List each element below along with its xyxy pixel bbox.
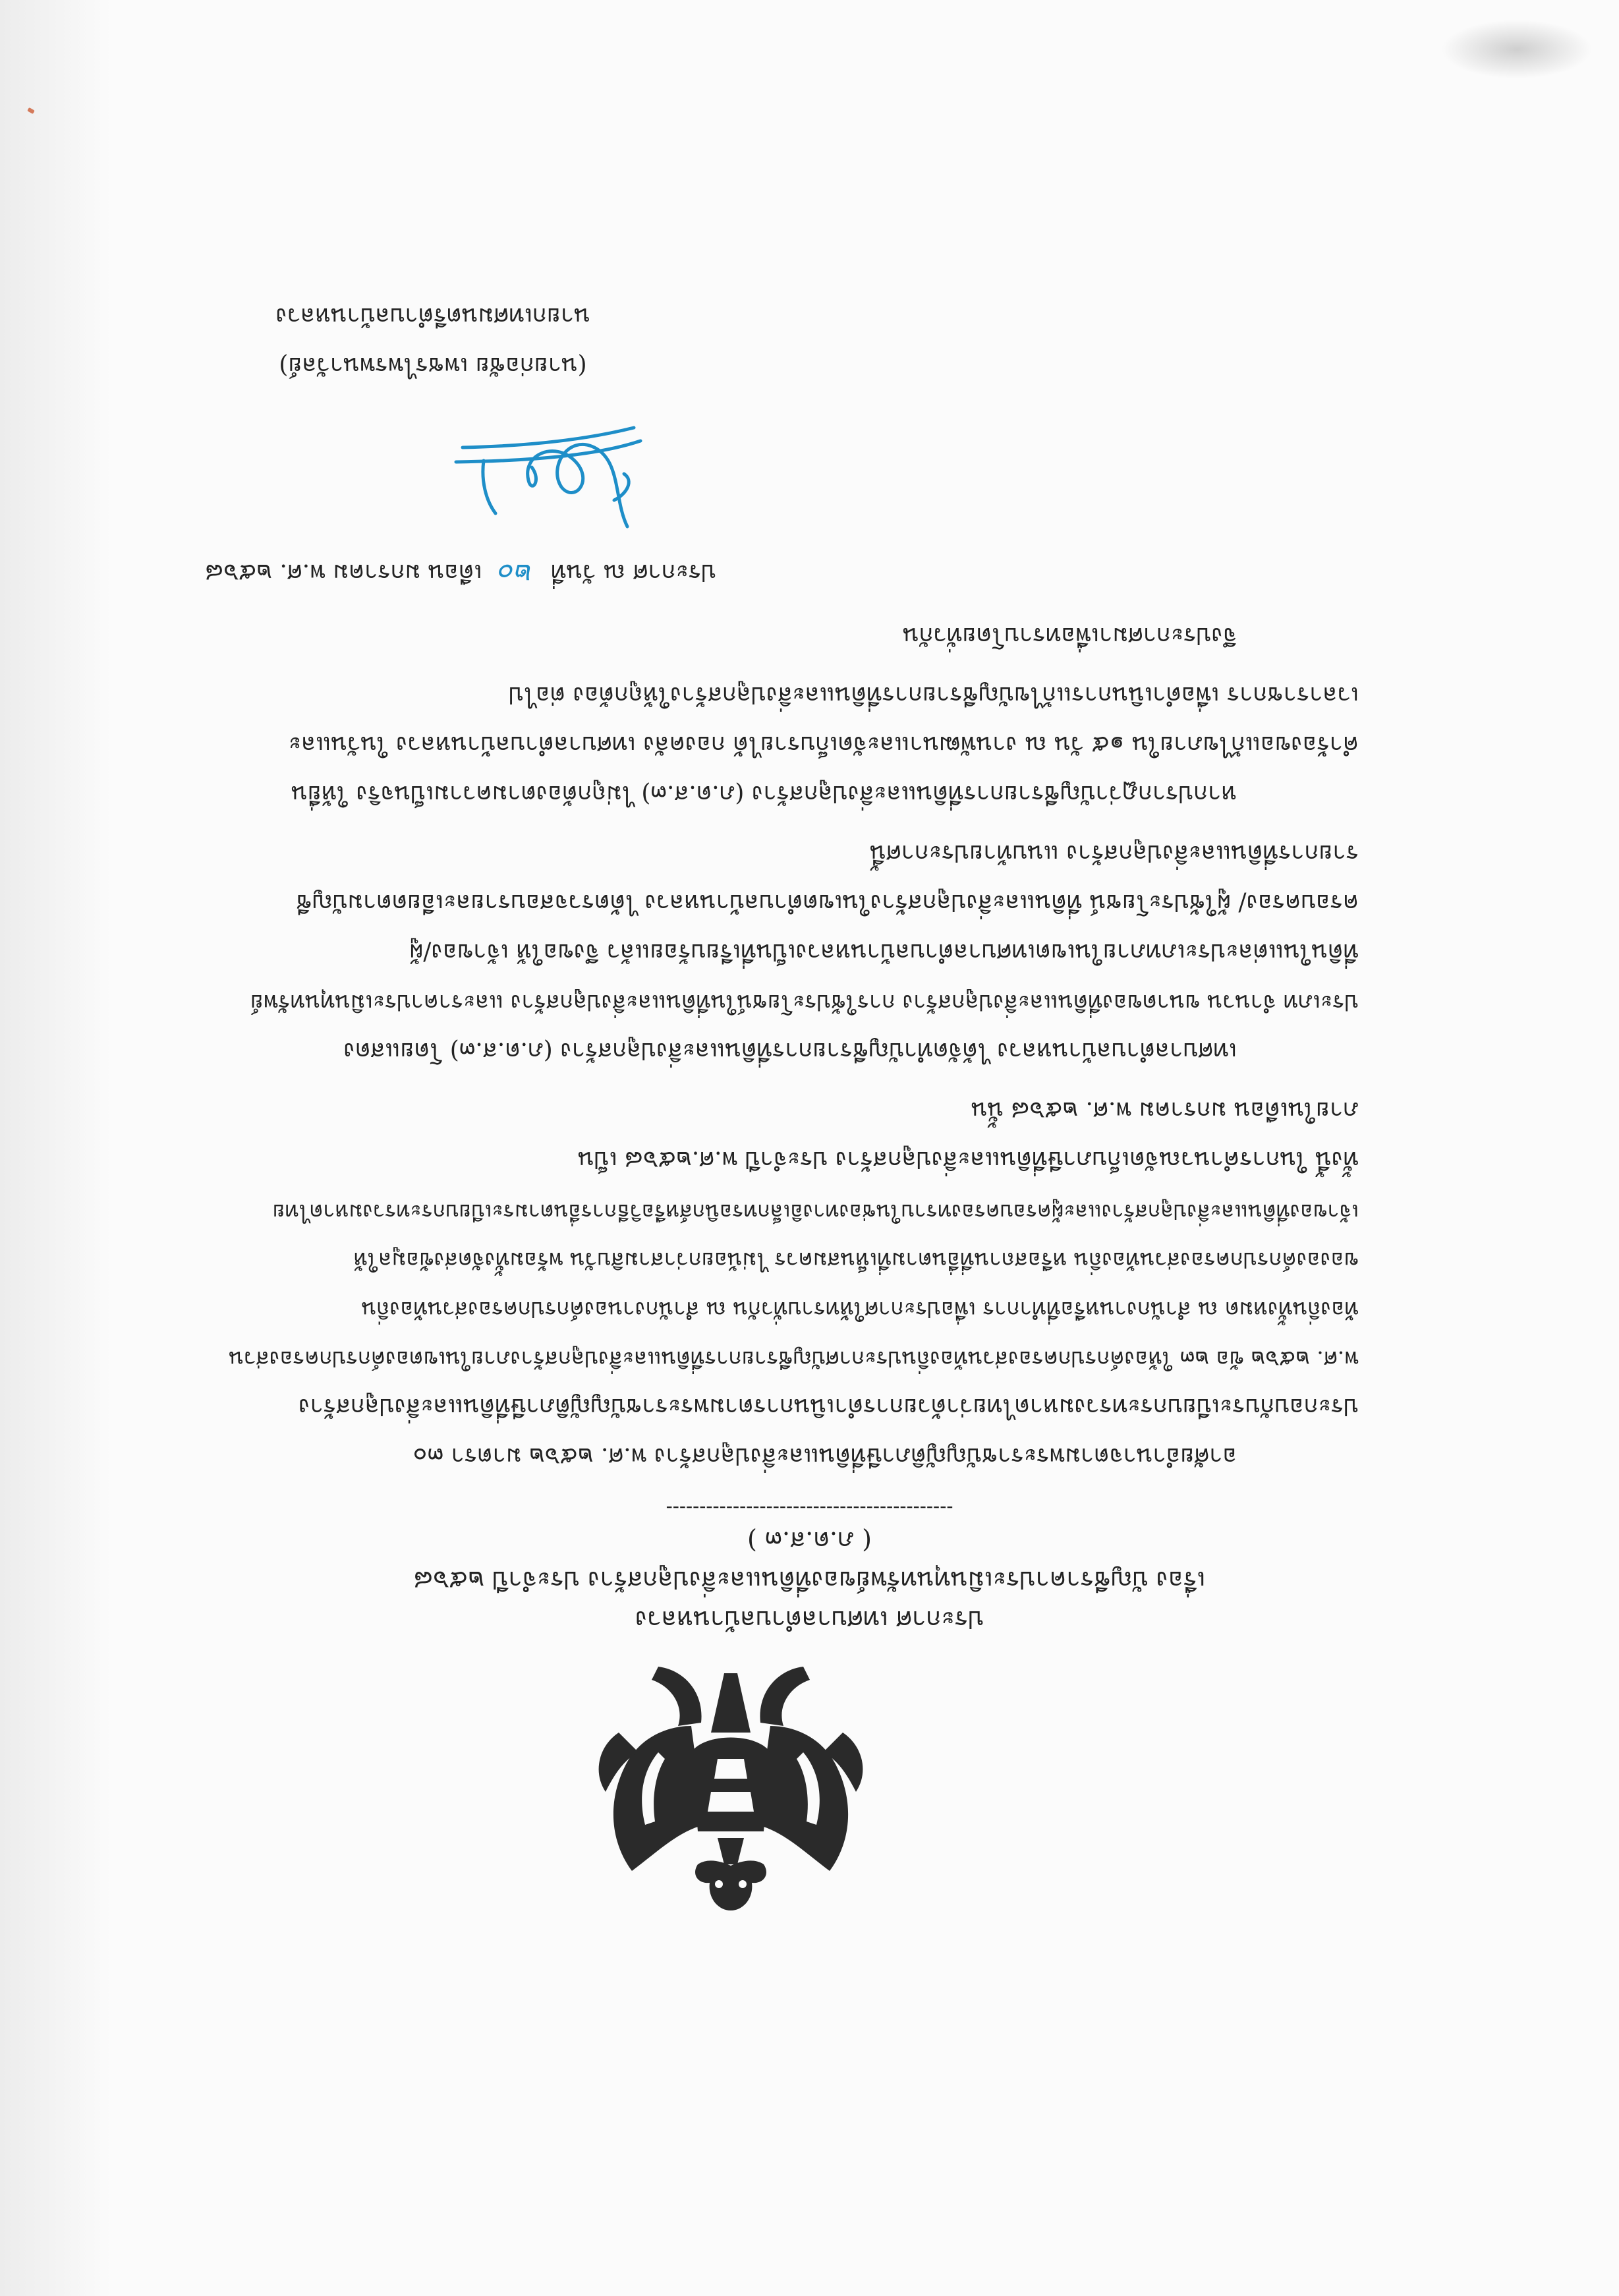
paragraph-line: ประกอบกับระเบียบกระทรวงมหาดไทยว่าด้วยการดำเนินการตามพระราชบัญญัติภาษีที่ดินและสิ่งปลูกสร้าง xyxy=(298,1393,1359,1420)
paragraph-line: ประเภท จำนวน ขนาดของที่ดินและสิ่งปลูกสร้าง การใช้ประโยชน์ในที่ดินและสิ่งปลูกสร้าง และราคาประเมินทุนทรัพย์ xyxy=(250,989,1359,1016)
date-suffix: เดือน มกราคม พ.ศ. ๒๕๖๘ xyxy=(205,559,482,586)
handwritten-signature xyxy=(443,408,654,540)
paragraph-line: ภายในเดือน มกราคม พ.ศ. ๒๕๖๘ นั้น xyxy=(971,1097,1359,1124)
header-subject: เรื่อง บัญชีราคาประเมินทุนทรัพย์ของที่ดินและสิ่งปลูกสร้าง ประจำปี ๒๕๖๘ xyxy=(413,1566,1206,1595)
paragraph-line: อาศัยอำนาจตามพระราชบัญญัติภาษีที่ดินและสิ่งปลูกสร้าง พ.ศ. ๒๕๖๒ มาตรา ๓๐ xyxy=(412,1443,1237,1470)
paragraph-line: คำร้องขอแก้ไขภายใน ๑๕ วัน ณ งานพัฒนาและจัดเก็บรายได้ กองคลัง เทศบาลตำบลบ้านหลวง ในวันและ xyxy=(288,731,1359,758)
paragraph-line: เทศบาลตำบลบ้านหลวง ได้จัดทำบัญชีรายการที่ดินและสิ่งปลูกสร้าง (ภ.ด.ส.๓) โดยแสดง xyxy=(343,1037,1237,1064)
header-title: ประกาศ เทศบาลตำบลบ้านหลวง xyxy=(635,1605,984,1634)
paragraph-line: ขององค์กรปกครองส่วนท้องถิ่น หรือสถานที่อื่นตามที่เห็นสมควร ไม่น้อยกว่าสามสิบวัน พร้อมทั้งจัดส่งข้อมูลให้ xyxy=(353,1248,1359,1273)
paragraph-line: เจ้าของที่ดินและสิ่งปลูกสร้างและผู้ครอบครองทราบในช่องทางอิเล็กทรอนิกส์หรือวิธีการอื่นตามระเบียบกระทรวงมหาดไทย xyxy=(272,1199,1359,1224)
paragraph-line: ที่ดินในแต่ละประเภทภายในเขตเทศบาลตำบลบ้านหลวงเป็นที่เรียบร้อยแล้ว จึงขอให้ เจ้าของ/ผู้ xyxy=(409,938,1359,965)
paragraph-line: ท้องถิ่นทั้งหมด ณ สำนักงานหรือที่ทำการ เพื่อประกาศให้ทราบทั่วกัน ณ สำนักงานองค์กรปกครองส่วนท้องถิ่น xyxy=(361,1297,1359,1323)
paragraph-line: พ.ศ. ๒๕๖๒ ข้อ ๒๓ ให้องค์กรปกครองส่วนท้องถิ่นประกาศบัญชีรายการที่ดินและสิ่งปลูกสร้างภายในเขตองค์กรปกครองส่วน xyxy=(229,1346,1359,1372)
signatory-position: นายกเทศมนตรีตำบลบ้านหลวง xyxy=(275,302,590,330)
signatory-name: (นายก่อชัย เพชรไพรพนาวัลย์) xyxy=(279,352,587,379)
paragraph-line: เวลาราชการ เพื่อดำเนินการแก้ไขบัญชีรายการที่ดินและสิ่งปลูกสร้างให้ถูกต้อง ต่อไป xyxy=(509,681,1359,708)
paragraph-line: ครอบครอง/ ผู้ใช้ประโยชน์ ที่ดินและสิ่งปลูกสร้างในเขตตำบลบ้านหลวง ได้ตรวจสอบรายละเอียดตามบัญชี xyxy=(296,889,1359,916)
date-day-handwritten: ๒๐ xyxy=(498,558,534,590)
paragraph-line: ทั้งนี้ ในการคำนวณจัดเก็บภาษีที่ดินและสิ่งปลูกสร้าง ประจำปี พ.ศ.๒๕๖๘ เป็น xyxy=(577,1146,1359,1173)
header-divider: ------------------------------------------- xyxy=(666,1497,953,1520)
date-prefix: ประกาศ ณ วันที่ xyxy=(550,559,716,586)
paragraph-line: หากปรากฏว่าบัญชีรายการที่ดินและสิ่งปลูกสร้าง (ภ.ด.ส.๓) ไม่ถูกต้องตามความเป็นจริง ให้ยื่น xyxy=(291,780,1237,807)
announcement-date xyxy=(205,552,716,596)
closing-line: จึงประกาศมาเพื่อทราบโดยทั่วกัน xyxy=(903,622,1237,649)
header-form-code: ( ภ.ด.ส.๓ ) xyxy=(747,1526,872,1555)
paragraph-line: รายการที่ดินและสิ่งปลูกสร้าง แนบท้ายประกาศนี้ xyxy=(870,840,1359,867)
garuda-emblem xyxy=(592,1660,869,1924)
